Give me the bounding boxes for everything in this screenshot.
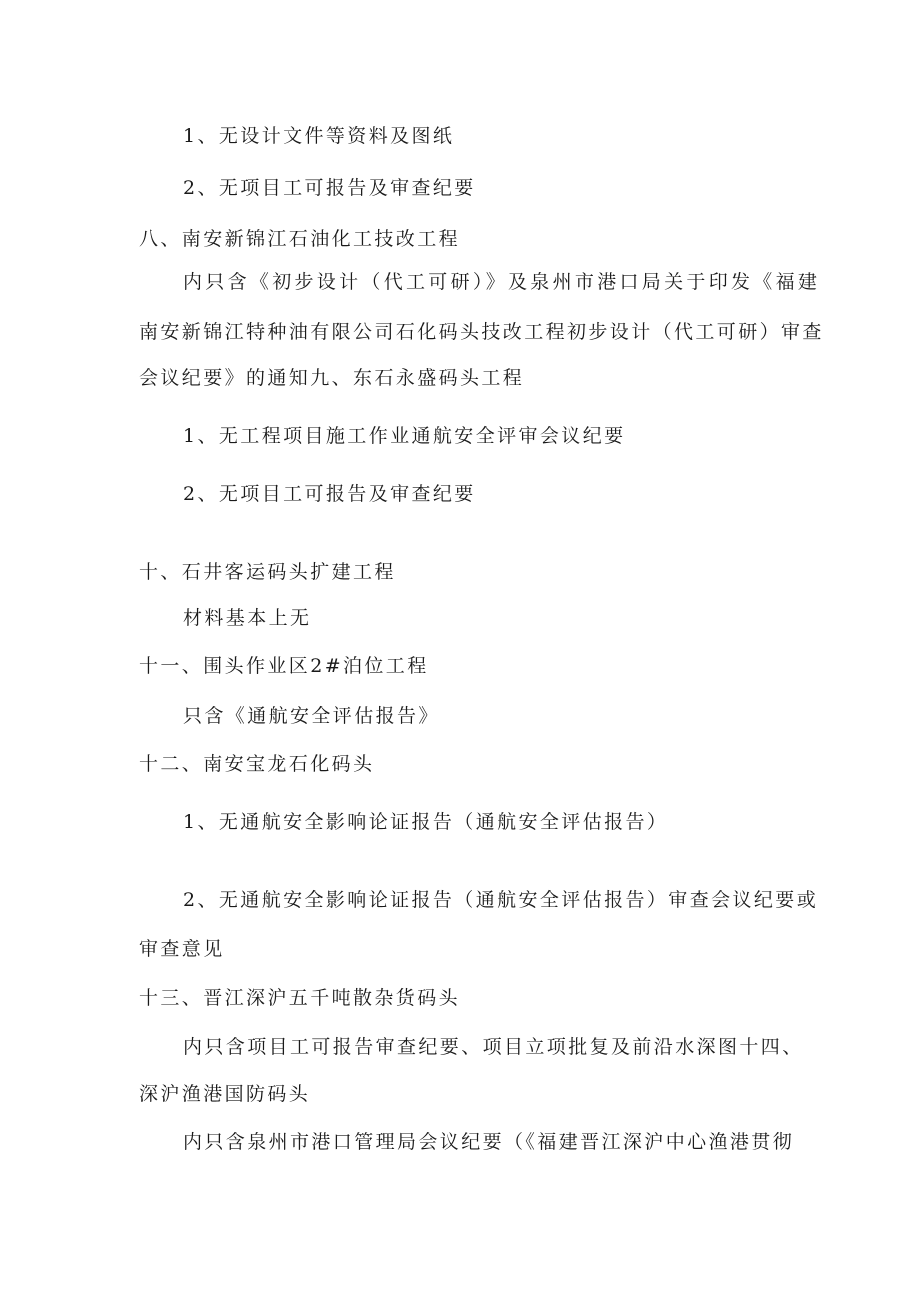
section-heading-13: 十三、晋江深沪五千吨散杂货码头 bbox=[139, 987, 461, 1009]
paragraph-line: 内只含泉州市港口管理局会议纪要（《福建晋江深沪中心渔港贯彻 bbox=[183, 1131, 795, 1153]
paragraph-line: 会议纪要》的通知九、东石永盛码头工程 bbox=[139, 367, 525, 389]
paragraph-line: 只含《通航安全评估报告》 bbox=[183, 705, 440, 727]
list-item-safety-report: 1、无通航安全影响论证报告（通航安全评估报告） bbox=[183, 811, 669, 833]
paragraph-line: 深沪渔港国防码头 bbox=[139, 1083, 311, 1105]
section-heading-12: 十二、南安宝龙石化码头 bbox=[139, 753, 375, 775]
list-item-feasibility-report: 2、无项目工可报告及审查纪要 bbox=[183, 483, 476, 505]
list-item-design-files: 1、无设计文件等资料及图纸 bbox=[183, 125, 455, 147]
paragraph-line: 南安新锦江特种油有限公司石化码头技改工程初步设计（代工可研）审查 bbox=[139, 321, 824, 343]
section-heading-10: 十、石井客运码头扩建工程 bbox=[139, 561, 396, 583]
section-heading-11: 十一、围头作业区2#泊位工程 bbox=[139, 655, 429, 677]
paragraph-line: 内只含《初步设计（代工可研）》及泉州市港口局关于印发《福建 bbox=[183, 271, 821, 293]
list-item-safety-minutes: 2、无通航安全影响论证报告（通航安全评估报告）审查会议纪要或 bbox=[183, 889, 819, 911]
paragraph-line: 内只含项目工可报告审查纪要、项目立项批复及前沿水深图十四、 bbox=[183, 1036, 804, 1058]
section-heading-8: 八、南安新锦江石油化工技改工程 bbox=[139, 228, 461, 250]
paragraph-line: 材料基本上无 bbox=[183, 607, 312, 629]
paragraph-line: 审查意见 bbox=[139, 938, 225, 960]
list-item-feasibility-report: 2、无项目工可报告及审查纪要 bbox=[183, 177, 476, 199]
list-item-safety-review: 1、无工程项目施工作业通航安全评审会议纪要 bbox=[183, 425, 626, 447]
